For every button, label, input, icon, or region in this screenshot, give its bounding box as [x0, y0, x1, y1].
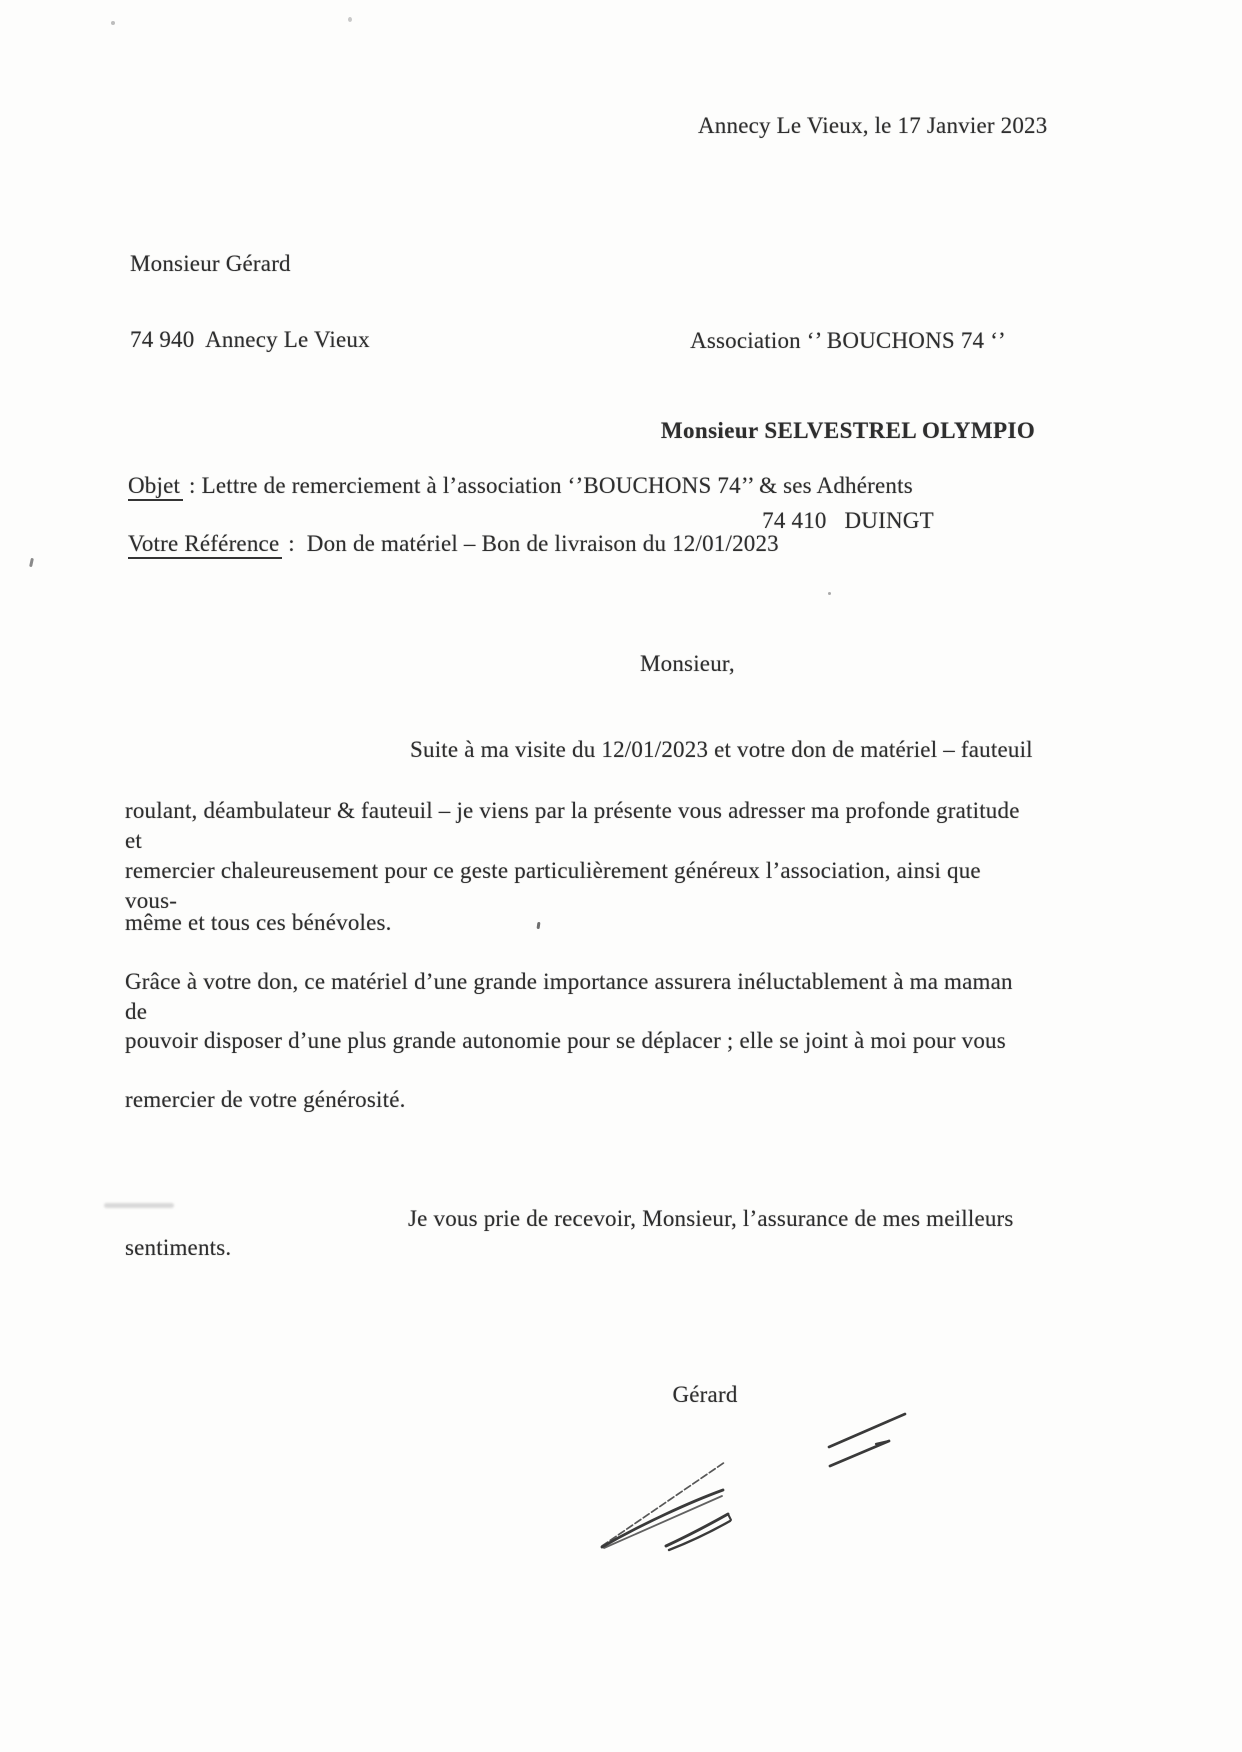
recipient-city: 74 410 DUINGT: [762, 508, 934, 533]
subject-line: [128, 472, 913, 500]
subject-text: : Lettre de remerciement à l’association ‘’BOUCHONS 74’’ & ses Adhérents: [183, 473, 913, 498]
recipient-name: Monsieur SELVESTREL OLYMPIO: [660, 418, 1036, 443]
scan-smudge: [104, 1203, 174, 1208]
body-line: Grâce à votre don, ce matériel d’une grande importance assurera inéluctablement à ma maman de: [125, 969, 1019, 1024]
body-line: même et tous ces bénévoles.: [125, 910, 392, 935]
closing-line: Je vous prie de recevoir, Monsieur, l’assurance de mes meilleurs: [408, 1206, 1014, 1231]
date-line: Annecy Le Vieux, le 17 Janvier 2023: [698, 113, 1048, 138]
reference-text: : Don de matériel – Bon de livraison du 12/01/2023: [282, 531, 779, 556]
signature-name: Gérard: [672, 1382, 738, 1407]
body-line: remercier de votre générosité.: [125, 1087, 406, 1112]
scan-speck: [29, 558, 34, 567]
reference-label: Votre Référence: [128, 531, 282, 559]
sender-name: Monsieur Gérard: [130, 251, 291, 276]
scan-speck: [111, 21, 115, 25]
scan-speck: [828, 592, 831, 595]
body-line: remercier chaleureusement pour ce geste particulièrement généreux l’association, ainsi que vous-: [125, 858, 987, 913]
closing-line: sentiments.: [125, 1235, 232, 1260]
body-line: Suite à ma visite du 12/01/2023 et votre don de matériel – fauteuil: [410, 737, 1033, 762]
scan-speck: [348, 17, 352, 22]
recipient-association: Association ‘’ BOUCHONS 74 ‘’: [690, 328, 1006, 353]
subject-label: Objet: [128, 473, 183, 501]
body-line: pouvoir disposer d’une plus grande autonomie pour se déplacer ; elle se joint à moi pour vous: [125, 1028, 1006, 1053]
salutation: Monsieur,: [640, 651, 735, 676]
reference-line: [128, 530, 779, 558]
body-line: roulant, déambulateur & fauteuil – je viens par la présente vous adresser ma profonde gratitude et: [125, 798, 1026, 853]
sender-address: 74 940 Annecy Le Vieux: [130, 327, 370, 352]
